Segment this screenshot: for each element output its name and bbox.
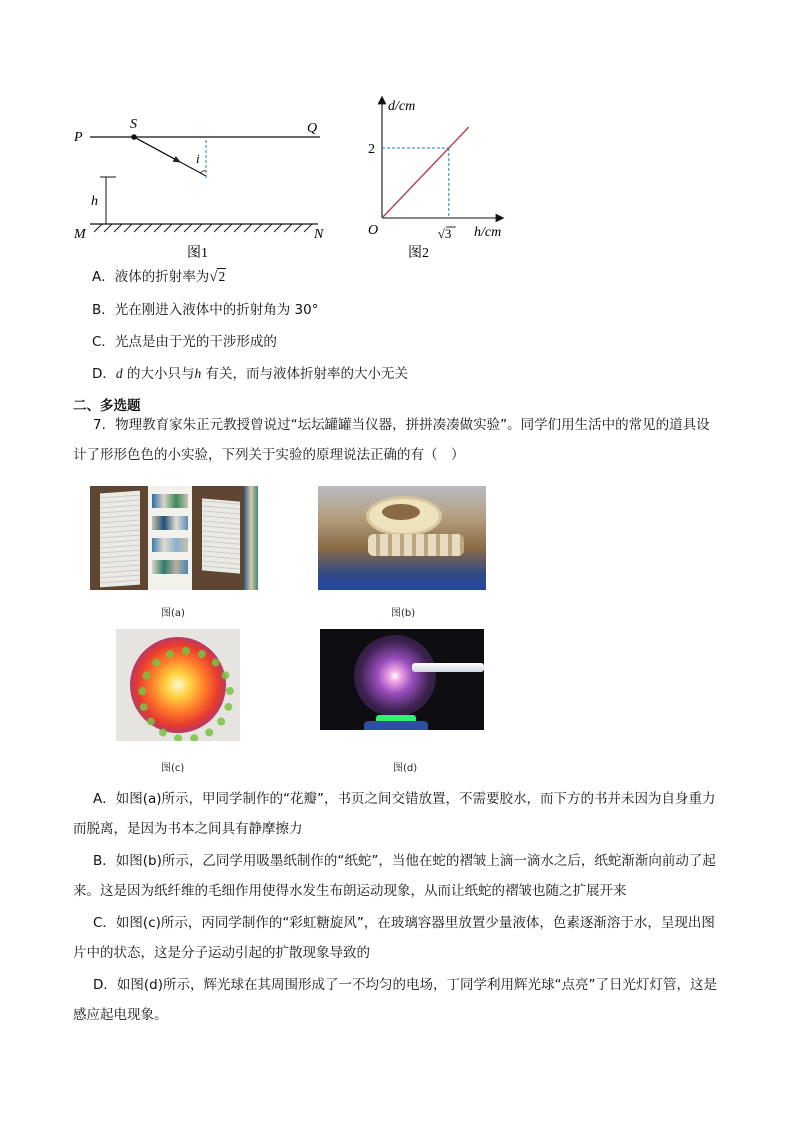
photo-a-book-petals — [90, 486, 258, 590]
label-q: Q — [307, 121, 318, 136]
photo-c-rainbow-candy — [116, 629, 240, 741]
q7-option-a: A．如图(a)所示，甲同学制作的“花瓣”，书页之间交错放置，不需要胶水，而下方的书并未因为自身重力而脱离，是因为书本之间具有静摩擦力 — [73, 791, 716, 837]
figure-2-chart — [360, 92, 520, 264]
q7-option-c: C．如图(c)所示，丙同学制作的“彩虹糖旋风”，在玻璃容器里放置少量液体，色素逐渐溶于水，呈现出图片中的状态，这是分子运动引起的扩散现象导致的 — [73, 915, 715, 961]
var-h: h — [194, 366, 202, 381]
y-axis-label: d/cm — [388, 99, 416, 114]
origin-label: O — [368, 223, 379, 238]
q6-d-prefix: D． — [92, 366, 116, 382]
q6-option-c: C．光点是由于光的干涉形成的 — [92, 334, 277, 350]
caption-b: 图(b) — [391, 608, 416, 619]
label-m: M — [74, 227, 86, 242]
figure-1-diagram — [70, 110, 340, 265]
figure-1-caption: 图1 — [187, 246, 208, 261]
x-tick-label: √3 — [437, 226, 452, 241]
label-n: N — [314, 227, 324, 242]
label-i: i — [196, 151, 200, 166]
q6-option-a — [92, 268, 226, 286]
label-p: P — [74, 130, 83, 145]
angle-arc — [200, 171, 206, 173]
figure-2-caption: 图2 — [408, 246, 429, 261]
y-tick-label: 2 — [368, 142, 375, 157]
photo-d-plasma-ball — [320, 629, 484, 730]
q6-option-b: B．光在刚进入液体中的折射角为 30° — [92, 302, 319, 318]
q6-d-mid: 的大小只与 — [122, 366, 195, 382]
x-axis-label: h/cm — [474, 225, 502, 240]
q6-d-post: 有关，而与液体折射率的大小无关 — [201, 366, 408, 382]
q7-option-b: B．如图(b)所示，乙同学用吸墨纸制作的“纸蛇”，当他在蛇的褶皱上滴一滴水之后，纸蛇渐渐向前动了起来。这是因为纸纤维的毛细作用使得水发生布朗运动现象，从而让纸蛇的褶皱也随之扩展开来 — [73, 853, 716, 899]
section-title: 二、多选题 — [73, 398, 141, 414]
ground-hatching — [94, 224, 312, 232]
label-h: h — [91, 194, 98, 209]
data-line — [382, 127, 469, 218]
label-s: S — [130, 117, 137, 132]
caption-a: 图(a) — [161, 608, 185, 619]
var-d: d — [115, 366, 123, 381]
caption-c: 图(c) — [161, 763, 185, 774]
q7-option-d: D．如图(d)所示，辉光球在其周围形成了一不均匀的电场，丁同学利用辉光球“点亮”了日光灯灯管，这是感应起电现象。 — [73, 977, 717, 1023]
caption-d: 图(d) — [393, 763, 418, 774]
q6-option-d — [92, 365, 408, 383]
sqrt-radicand: 2 — [218, 269, 226, 284]
q7-stem: 7．物理教育家朱正元教授曾说过“坛坛罐罐当仪器，拼拼凑凑做实验”。同学们用生活中的常见的道具设计了形形色色的小实验，下列关于实验的原理说法正确的有（ ） — [73, 417, 710, 463]
q6-option-a-text: A．液体的折射率为 — [92, 269, 210, 285]
photo-b-paper-snake — [318, 486, 486, 590]
sqrt-symbol: √ — [209, 269, 218, 285]
